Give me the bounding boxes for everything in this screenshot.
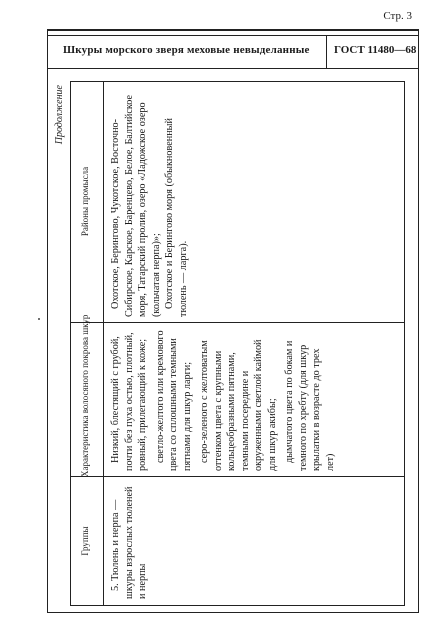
standard-number: ГОСТ 11480—68 [334, 44, 417, 56]
document-header [48, 36, 418, 69]
data-table [70, 81, 405, 606]
characteristic-line: светло-желтого или кремового цвета со сплошными темными пятнами для шкур ларги; [154, 330, 193, 471]
group-cell [109, 483, 150, 599]
document-title: Шкуры морского зверя меховые невыделанные [63, 44, 310, 56]
region-line: Охотское и Берингово моря (обыкновенный тюлень — ларга). [164, 118, 189, 317]
group-text: 5. Тюлень и нерпа — шкуры взрослых тюленей и нерпы [110, 486, 148, 599]
region-line: Охотское, Берингово, Чукотское, Восточно-Сибирское, Карское, Баренцево, Белое, Балтийское моря, Татарский пролив, озеро «Ладожское озеро (кольчатая нерпа)»; [110, 94, 162, 317]
page-number: Стр. 3 [383, 10, 412, 22]
characteristic-line: Низкий, блестящий с грубой, почти без пуха остью, плотный, ровный, прилегающий к коже; [110, 332, 148, 471]
characteristic-line: дымчатого цвета по бокам и темного по хребту (для шкур крылатки в возрасте до трех лет) [284, 340, 336, 471]
characteristics-cell [109, 329, 337, 471]
characteristic-line: серо-зеленого с желтоватым оттенком цвета с крупными кольцеобразными пятнами, темными посередине и окруженными светлой каймой для шкур акибы; [199, 339, 278, 471]
column-header-groups: Группы [80, 526, 90, 556]
column-divider-2 [71, 322, 404, 323]
frame-top-border [47, 29, 419, 36]
column-divider-1 [71, 476, 404, 477]
header-divider [326, 36, 327, 68]
scan-speck [38, 318, 40, 320]
frame-left-border [47, 29, 48, 612]
table-header-rule [103, 82, 104, 605]
continuation-label: Продолжение [54, 85, 65, 145]
frame-bottom-border [47, 612, 419, 613]
rotated-table-region [54, 81, 405, 606]
regions-cell [109, 86, 190, 317]
column-header-regions: Районы промысла [80, 166, 90, 237]
column-header-characteristics: Характеристика волосяного покрова шкур [80, 314, 90, 477]
frame-right-border [418, 29, 419, 612]
